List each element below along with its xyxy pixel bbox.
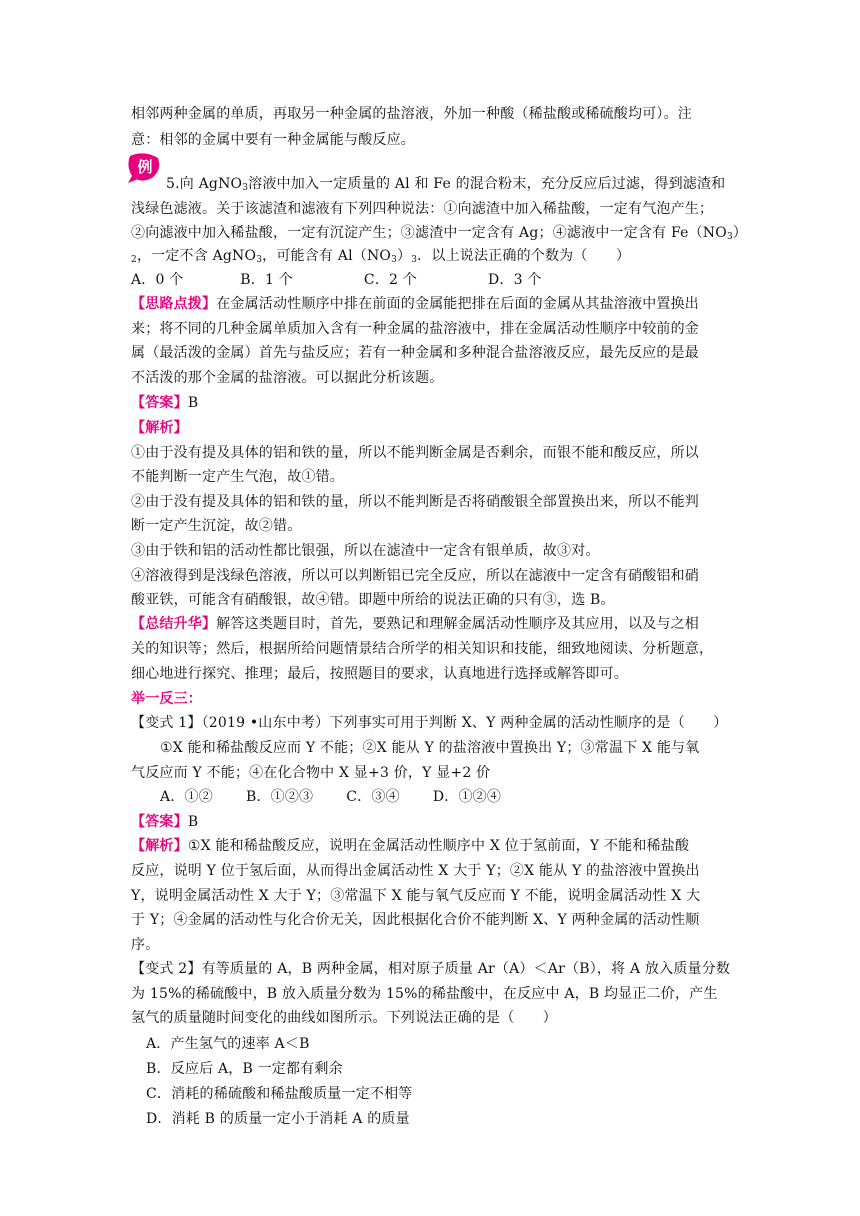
analysis-2-line-2: 反应，说明 Y 位于氢后面，从而得出金属活动性 X 大于 Y；②X 能从 Y 的盐溶液中置换出	[131, 863, 700, 879]
question-5-options: A．0 个 B．1 个 C．2 个 D．3 个	[131, 272, 542, 288]
summary-line-2: 关的知识等；然后，根据所给问题情景结合所学的相关知识和技能，细致地阅读、分析题意，	[131, 641, 714, 657]
variant-1-line-1: 【变式 1】（2019 •山东中考）下列事实可用于判断 X、Y 两种金属的活动性顺序的是（ ）	[131, 715, 728, 731]
variant-2-line-3: 氢气的质量随时间变化的曲线如图所示。下列说法正确的是（ ）	[131, 1010, 557, 1026]
variant-2-line-2: 为 15%的稀硫酸中，B 放入质量分数为 15%的稀盐酸中，在反应中 A，B 均显正二价，产生	[131, 986, 718, 1002]
summary-line-1: 【总结升华】解答这类题目时，首先，要熟记和理解金属活动性顺序及其应用，以及与之相	[131, 616, 700, 632]
variant-2-option-b: B．反应后 A，B 一定都有剩余	[146, 1061, 343, 1077]
intro-line-2: 意：相邻的金属中要有一种金属能与酸反应。	[131, 132, 415, 148]
question-5-line-2: 浅绿色滤液。关于该滤渣和滤液有下列四种说法：①向滤渣中加入稀盐酸，一定有气泡产生；	[131, 201, 714, 217]
intro-line-1: 相邻两种金属的单质，再取另一种金属的盐溶液，外加一种酸（稀盐酸或稀硫酸均可）。注	[131, 106, 692, 122]
example-badge-icon	[126, 152, 162, 184]
analysis-1-line-3: ②由于没有提及具体的铝和铁的量，所以不能判断是否将硝酸银全部置换出来，所以不能判	[131, 494, 699, 510]
variant-1-line-3: 气反应而 Y 不能；④在化合物中 X 显+3 价，Y 显+2 价	[131, 765, 491, 781]
variant-2-option-c: C．消耗的稀硫酸和稀盐酸质量一定不相等	[146, 1086, 413, 1102]
variant-2-option-a: A．产生氢气的速率 A＜B	[146, 1036, 310, 1052]
analysis-2-line-5: 序。	[131, 937, 160, 953]
example-badge-label: 例	[137, 158, 153, 176]
hint-label: 【思路点拨】	[131, 296, 217, 312]
section-heading: 举一反三：	[131, 691, 202, 707]
analysis-1-line-4: 断一定产生沉淀，故②错。	[131, 518, 302, 534]
answer-1: 【答案】B	[131, 395, 199, 411]
analysis-1-label: 【解析】	[131, 420, 188, 436]
question-5-line-3: ②向滤液中加入稀盐酸，一定有沉淀产生；③滤渣中一定含有 Ag；④滤液中一定含有 $Fe(NO_3)$	[131, 225, 748, 242]
variant-1-options: A．①② B．①②③ C．③④ D．①②④	[160, 789, 502, 805]
summary-line-3: 细心地进行探究、推理；最后，按照题目的要求，认真地进行选择或解答即可。	[131, 666, 628, 682]
question-5-line-1: 5.向 AgNO$_3$溶液中加入一定质量的 Al 和 Fe 的混合粉末，充分反应后过滤，得到滤渣和	[166, 176, 726, 193]
analysis-1-line-2: 不能判断一定产生气泡，故①错。	[131, 469, 344, 485]
analysis-2-line-3: Y，说明金属活动性 X 大于 Y；③常温下 X 能与氧气反应而 Y 不能，说明金属活动性 X 大	[131, 888, 701, 904]
analysis-1-line-6: ④溶液得到是浅绿色溶液，所以可以判断铝已完全反应，所以在滤液中一定含有硝酸铝和硝	[131, 568, 699, 584]
analysis-1-line-1: ①由于没有提及具体的铝和铁的量，所以不能判断金属是否剩余，而银不能和酸反应，所以	[131, 445, 699, 461]
variant-1-label: 【变式 1】	[131, 715, 202, 731]
hint-line-4: 不活泼的那个金属的盐溶液。可以据此分析该题。	[131, 370, 444, 386]
summary-label: 【总结升华】	[131, 616, 217, 632]
answer-2: 【答案】B	[131, 814, 199, 830]
hint-line-1: 【思路点拨】在金属活动性顺序中排在前面的金属能把排在后面的金属从其盐溶液中置换出	[131, 296, 700, 312]
answer-label: 【答案】	[131, 395, 188, 411]
analysis-1-line-5: ③由于铁和铝的活动性都比银强，所以在滤渣中一定含有银单质，故③对。	[131, 543, 600, 559]
analysis-2-line-1: 【解析】①X 能和稀盐酸反应，说明在金属活动性顺序中 X 位于氢前面，Y 不能和稀盐酸	[131, 838, 690, 854]
analysis-1-line-7: 酸亚铁，可能含有硝酸银，故④错。即题中所给的说法正确的只有③，选 B。	[131, 592, 615, 608]
variant-2-option-d: D．消耗 B 的质量一定小于消耗 A 的质量	[146, 1111, 410, 1127]
hint-line-3: 属（最活泼的金属）首先与盐反应；若有一种金属和多种混合盐溶液反应，最先反应的是最	[131, 345, 699, 361]
analysis-2-line-4: 于 Y；④金属的活动性与化合价无关，因此根据化合价不能判断 X、Y 两种金属的活动性顺	[131, 912, 700, 928]
hint-line-2: 来；将不同的几种金属单质加入含有一种金属的盐溶液中，排在金属活动性顺序中较前的金	[131, 321, 699, 337]
analysis-2-label: 【解析】	[131, 838, 188, 854]
variant-2-line-1: 【变式 2】有等质量的 A，B 两种金属，相对原子质量 Ar（A）＜Ar（B），将 A 放入质量分数	[131, 961, 731, 977]
variant-1-line-2: ①X 能和稀盐酸反应而 Y 不能；②X 能从 Y 的盐溶液中置换出 Y；③常温下 X 能与氧	[160, 740, 700, 756]
variant-2-label: 【变式 2】	[131, 961, 202, 977]
question-5-line-4: $_2$，一定不含 AgNO$_3$，可能含有 $Al(NO_3)_3$．以上说法正确的个数为（ ）	[131, 248, 631, 265]
